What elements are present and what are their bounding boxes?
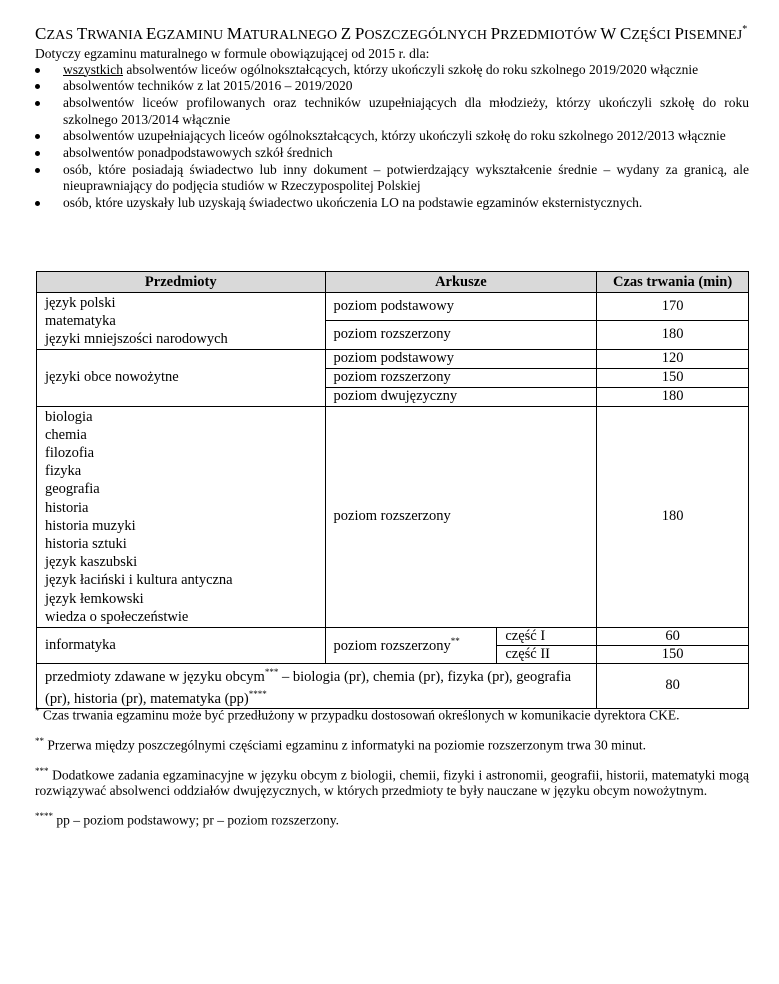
part-cell: część I [497,628,597,646]
title-initial: C [35,23,47,43]
subject-name: języki mniejszości narodowych [45,331,228,348]
subject-name: fizyka [45,463,82,480]
title-text [35,24,742,43]
table-row [37,406,749,627]
subject-name: język łaciński i kultura antyczna [45,572,233,589]
intro-text: Dotyczy egzaminu maturalnego w formule obowiązującej od 2015 r. dla: [35,45,430,61]
duration-cell: 180 [597,387,749,406]
footnote [35,704,749,723]
title-rest: RZEDMIOTÓW [500,27,601,43]
foreign-language-subjects-cell [37,664,597,709]
list-item [35,62,749,79]
list-item [35,145,749,162]
subject-name: język polski [45,295,116,311]
list-item-text: absolwentów ponadpodstawowych szkół średnich [63,145,333,161]
table-row [37,628,749,646]
title-initial: P [490,23,501,43]
foreign-subjects-label: przedmioty zdawane w języku obcym [45,668,265,685]
title-initial: Z [340,23,352,43]
footnote-mark: *** [35,766,49,776]
subject-name: język łemkowski [45,590,144,607]
title-initial: P [354,23,365,43]
title-rest: ATURALNEGO [242,27,341,43]
table-row [37,293,749,321]
subject-name: filozofia [45,445,95,462]
title-rest: ISEMNEJ [684,27,743,43]
title-rest: OSZCZEGÓLNYCH [364,27,491,43]
footnote-mark: ** [35,736,44,746]
subject-name: historia sztuki [45,536,127,553]
footnote [35,764,749,799]
title-rest: GZAMINU [156,27,227,43]
footnote-mark: **** [248,688,267,699]
header-duration: Czas trwania (min) [597,272,749,293]
bullet-icon [35,101,40,106]
footnote-text: Dodatkowe zadania egzaminacyjne w języku obcym z biologii, chemii, fizyki i astronomii, geografii, historii, matematyki mogą rozwiązywać absolwenci oddziałów dwujęzycznych, w których przedmioty te były nauczane w języku obcym nowożytnym. [35,767,749,798]
table-row [37,349,749,368]
title-rest: RWANIA [87,27,146,43]
footnotes [35,704,749,835]
bullet-icon [35,134,40,139]
footnote-text: Czas trwania egzaminu może być przedłużony w przypadku dostosowań określonych w komunikacie dyrektora CKE. [39,707,680,723]
subjects-cell [37,293,326,350]
duration-cell: 150 [597,646,749,664]
title-initial: P [674,23,685,43]
duration-cell: 80 [597,664,749,709]
sheet-label: poziom rozszerzony [333,637,451,654]
footnote-mark: * [35,706,40,716]
subject-cell: języki obce nowożytne [37,349,326,406]
subject-name: wiedza o społeczeństwie [45,608,189,625]
exam-duration-table [36,271,749,709]
table-header-row [37,272,749,293]
title-rest: ZĘŚCI [631,27,675,43]
footnote-mark: ** [450,636,460,647]
sheet-cell: poziom dwujęzyczny [325,387,597,406]
subject-name: matematyka [45,313,116,330]
foreign-subjects-list: – biologia (pr), chemia (pr), fizyka (pr), geografia (pr), historia (pr), matematyka (pp) [45,668,572,707]
footnote [35,809,749,828]
part-cell: część II [497,646,597,664]
title-rest: ZAS [46,27,77,43]
list-item-text: absolwentów liceów ogólnokształcących, którzy ukończyli szkołę do roku szkolnego 2019/2020 włącznie [123,61,699,77]
list-item [35,162,749,195]
subject-name: chemia [45,426,87,443]
duration-cell: 170 [597,293,749,321]
subject-name: historia [45,499,89,516]
list-item [35,95,749,128]
list-item-text: osób, które posiadają świadectwo lub inny dokument – potwierdzający wykształcenie średnie – wydany za granicą, ale nieuprawniający do podjęcia studiów w Rzeczypospolitej Polskiej [63,161,749,194]
title-initial: M [226,23,243,43]
header-subjects: Przedmioty [37,272,326,293]
duration-cell: 120 [597,349,749,368]
sheet-cell [325,628,497,664]
subject-name: język kaszubski [45,554,138,571]
list-item-text: osób, które uzyskały lub uzyskają świadectwo ukończenia LO na podstawie egzaminów eksternistycznych. [63,195,643,211]
footnote-mark: *** [264,667,279,678]
sheet-cell: poziom podstawowy [325,349,597,368]
header-sheets: Arkusze [325,272,597,293]
title-initial: W [600,23,617,43]
duration-cell: 150 [597,368,749,387]
sheet-cell: poziom rozszerzony [325,368,597,387]
footnote-mark: **** [35,810,53,821]
footnote [35,734,749,753]
list-item [35,128,749,145]
table-row [37,664,749,709]
list-item-text: absolwentów techników z lat 2015/2016 – 2019/2020 [63,78,353,94]
duration-cell: 60 [597,628,749,646]
page-title [35,20,749,46]
footnote-text: pp – poziom podstawowy; pr – poziom rozszerzony. [53,812,339,827]
bullet-icon [35,151,40,156]
list-item-emphasis: wszystkich [63,61,123,77]
subject-cell: informatyka [37,628,326,664]
title-initial: C [620,23,632,43]
bullet-icon [35,68,40,73]
subject-name: historia muzyki [45,517,136,534]
eligibility-list [35,62,749,212]
duration-cell: 180 [597,406,749,627]
list-item-text: absolwentów uzupełniających liceów ogólnokształcących, którzy ukończyli szkołę do roku szkolnego 2012/2013 włącznie [63,128,726,144]
document-page [35,0,749,212]
sheet-cell: poziom rozszerzony [325,406,597,627]
bullet-icon [35,84,40,89]
sheet-cell: poziom rozszerzony [325,321,597,349]
bullet-icon [35,168,40,173]
title-initial: T [76,23,88,43]
title-initial: E [145,23,157,43]
sheet-cell: poziom podstawowy [325,293,597,321]
subject-name: biologia [45,408,93,425]
duration-cell: 180 [597,321,749,349]
list-item-text: absolwentów liceów profilowanych oraz techników uzupełniających dla młodzieży, którzy ukończyli szkołę do roku szkolnego 2013/2014 włącznie [63,94,749,127]
subjects-cell [37,406,326,627]
title-footnote-mark: * [742,24,748,35]
subject-name: geografia [45,481,100,498]
list-item [35,195,749,212]
bullet-icon [35,201,40,206]
list-item [35,78,749,95]
footnote-text: Przerwa między poszczególnymi częściami egzaminu z informatyki na poziomie rozszerzonym trwa 30 minut. [44,737,647,753]
